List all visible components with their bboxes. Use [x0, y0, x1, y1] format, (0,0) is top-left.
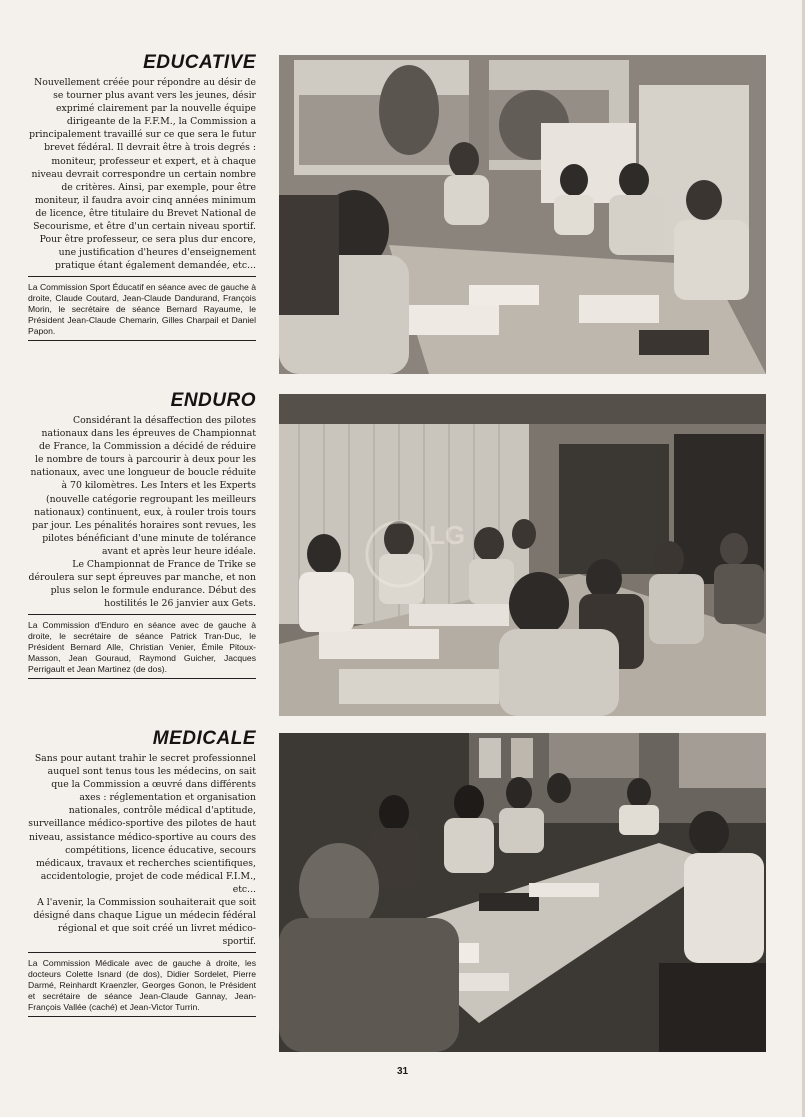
page-number: 31 — [396, 1066, 409, 1077]
paragraph: Sans pour autant trahir le secret professionnel auquel sont tenus tous les médecins, on sait que la Commission a œuvré dans différents axes : réglementation et organisation nationales, contrôle médical d'aptitude, surveillance médico-sportive des pilotes de haut niveau, assistance médico-sportive au cours des compétitions, licence éducative, secours médicaux, travaux et recherches scientifiques, accidentologie, projet de code médical F.I.M., etc... — [28, 753, 256, 895]
section-heading: EDUCATIVE — [143, 52, 256, 73]
photo-educative — [279, 55, 766, 374]
photo-meeting-scene — [279, 55, 766, 374]
paragraph: Nouvellement créée pour répondre au désir de se tourner plus avant vers les jeunes, désir exprimé clairement par la nouvelle équipe dirigeante de la F.F.M., la Commission a principalement travaillé sur ce que sera le futur brevet fédéral. Il devrait être à trois degrés : moniteur, professeur et expert, et à chaque niveau devrait correspondre un certain nombre de critères. Ainsi, par exemple, pour être moniteur, il faudra avoir cinq années minimum de licence, être titulaire du Brevet National de Secourisme, et être d'un certain niveau sportif. Pour être professeur, ce sera plus dur encore, une justification d'heures d'enseignement pratique étant également demandée, etc... — [29, 77, 256, 272]
section-heading: ENDURO — [170, 390, 256, 411]
photo-enduro — [279, 394, 766, 716]
divider — [28, 276, 256, 277]
watermark-text: LG — [429, 520, 466, 550]
photo-medicale — [279, 733, 766, 1052]
paragraph: A l'avenir, la Commission souhaiterait que soit désigné dans chaque Ligue un médecin fédéral régional et que soit créé un livret médico-sportif. — [33, 897, 256, 948]
photo-meeting-scene — [279, 733, 766, 1052]
section-heading: MEDICALE — [152, 728, 256, 749]
photo-caption: La Commission Médicale avec de gauche à droite, les docteurs Colette Isnard (de dos), Didier Sordelet, Pierre Darmé, Reinhardt Kraenzler, Georges Gonon, le Président et secrétaire de séance Jean-Claude Gannay, Jean-François Vallée (caché) et Jean-Victor Turrin. — [28, 956, 256, 1017]
section-body — [28, 76, 256, 272]
photo-caption: La Commission Sport Éducatif en séance avec de gauche à droite, Claude Coutard, Jean-Claude Dandurand, François Morin, le secrétaire de séance Bernard Rayaume, le Président Jean-Claude Chemarin, Gilles Charpail et Daniel Papon. — [28, 280, 256, 341]
paragraph: Considérant la désaffection des pilotes nationaux dans les épreuves de Championnat de France, la Commission a décidé de réduire le nombre de tours à parcourir à deux pour les nationaux, avec une longueur de boucle réduite à 70 kilomètres. Les Inters et les Experts (nouvelle catégorie regroupant les meilleurs nationaux) continuent, eux, à rouler trois tours par jour. Les pénalités horaires sont revues, les pilotes bénéficiant d'une minute de tolérance avant et après leur heure idéale. — [30, 415, 256, 557]
section-medicale — [28, 728, 256, 1017]
section-educative — [28, 52, 256, 341]
paragraph: Le Championnat de France de Trike se déroulera sur sept épreuves par manche, et non plus selon le formule endurance. Début des hostilités le 26 janvier aux Gets. — [28, 559, 256, 610]
section-body — [28, 752, 256, 948]
section-enduro — [28, 390, 256, 679]
divider — [28, 952, 256, 953]
photo-caption: La Commission d'Enduro en séance avec de gauche à droite, le secrétaire de séance Patrick Tran-Duc, le Président Bernard Alle, Christian Venier, Émile Pitoux-Masson, Jean Gouraud, Raymond Guicher, Jacques Perrigault et Jean Martinez (de dos). — [28, 618, 256, 679]
section-body — [28, 414, 256, 610]
photo-meeting-scene — [279, 394, 766, 716]
divider — [28, 614, 256, 615]
